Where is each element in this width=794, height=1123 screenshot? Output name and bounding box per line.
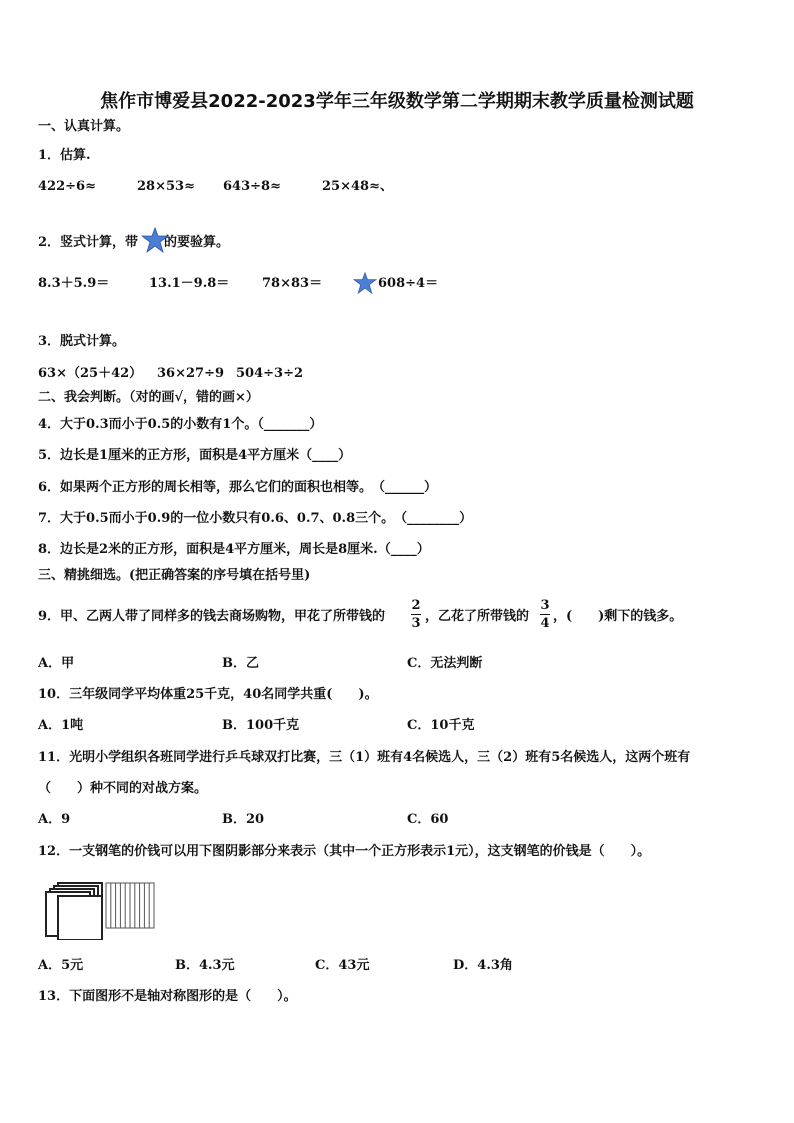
q2-item: 13.1－9.8＝: [149, 276, 230, 291]
q11-text-line2: （ ）种不同的对战方案。: [38, 781, 208, 796]
q2-item: 78×83＝: [262, 276, 323, 291]
q9-option-a: A．甲: [38, 656, 75, 671]
q12-option-b: B．4.3元: [175, 958, 235, 973]
star-icon: [141, 227, 169, 253]
q3-item: 504÷3÷2: [236, 366, 304, 381]
q11-option-c: C．60: [407, 812, 449, 827]
q11-option-a: A．9: [38, 812, 71, 827]
judge-item: 6．如果两个正方形的周长相等，那么它们的面积也相等。 （______）: [38, 480, 438, 495]
judge-item: 7．大于0.5而小于0.9的一位小数只有0.6、0.7、0.8三个。 （________）: [38, 511, 473, 526]
q1-item: 422÷6≈: [38, 179, 96, 194]
q9-text-b: ，乙花了所带钱的: [425, 609, 530, 624]
q9-option-c: C．无法判断: [407, 656, 483, 671]
q13-text: 13．下面图形不是轴对称图形的是（ ）。: [38, 989, 297, 1004]
q2-item: 8.3＋5.9＝: [38, 276, 110, 291]
q12-option-c: C．43元: [315, 958, 370, 973]
fraction-denominator: 4: [540, 616, 550, 631]
q11-text-line1: 11．光明小学组织各班同学进行乒乓球双打比赛，三（1）班有4名候选人，三（2）班有5名候选人，这两个班有: [38, 750, 691, 765]
q3-label: 3．脱式计算。: [38, 334, 126, 349]
fraction-numerator: 2: [411, 598, 421, 613]
q12-option-a: A．5元: [38, 958, 84, 973]
judge-item: 8．边长是2米的正方形，面积是4平方厘米，周长是8厘米.（____）: [38, 542, 430, 557]
q10-text: 10．三年级同学平均体重25千克，40名同学共重( )。: [38, 687, 378, 702]
q1-label: 1．估算.: [38, 148, 91, 163]
q9-text-c: ，( )剩下的钱多。: [553, 609, 683, 624]
q1-item: 25×48≈、: [322, 179, 393, 194]
q1-item: 28×53≈: [137, 179, 195, 194]
q3-item: 63×（25＋42）: [38, 366, 143, 381]
fraction-bar: [540, 614, 550, 615]
q12-option-d: D．4.3角: [453, 958, 513, 973]
section-1-heading: 一、认真计算。: [38, 119, 130, 134]
q9-text-a: 9．甲、乙两人带了同样多的钱去商场购物，甲花了所带钱的: [38, 609, 386, 624]
section-3-heading: 三、精挑细选。(把正确答案的序号填在括号里): [38, 568, 311, 583]
q11-option-b: B．20: [222, 812, 265, 827]
q12-text: 12．一支钢笔的价钱可以用下图阴影部分来表示（其中一个正方形表示1元），这支钢笔的价钱是（ ）。: [38, 844, 651, 859]
star-icon: [353, 271, 377, 295]
money-squares-figure: [44, 880, 158, 940]
judge-item: 5．边长是1厘米的正方形，面积是4平方厘米（____）: [38, 448, 352, 463]
q10-option-b: B．100千克: [222, 718, 300, 733]
q10-option-c: C．10千克: [407, 718, 475, 733]
fraction-denominator: 3: [411, 616, 421, 631]
q2-label-end: 的要验算。: [164, 235, 230, 250]
section-2-heading: 二、我会判断。（对的画√，错的画×）: [38, 390, 259, 405]
fraction-numerator: 3: [540, 598, 550, 613]
q2-item: 608÷4＝: [378, 276, 439, 291]
q10-option-a: A．1吨: [38, 718, 84, 733]
q3-item: 36×27÷9: [157, 366, 225, 381]
q1-item: 643÷8≈: [223, 179, 281, 194]
exam-title: 焦作市博爱县2022-2023学年三年级数学第二学期期末教学质量检测试题: [100, 91, 694, 112]
q9-option-b: B．乙: [222, 656, 259, 671]
q2-label-start: 2．竖式计算，带: [38, 235, 139, 250]
judge-item: 4．大于0.3而小于0.5的小数有1个。（_______）: [38, 417, 323, 432]
fraction-two-thirds: [411, 598, 421, 631]
fraction-three-quarters: [540, 598, 550, 631]
fraction-bar: [411, 614, 421, 615]
q2-label: [38, 235, 229, 251]
